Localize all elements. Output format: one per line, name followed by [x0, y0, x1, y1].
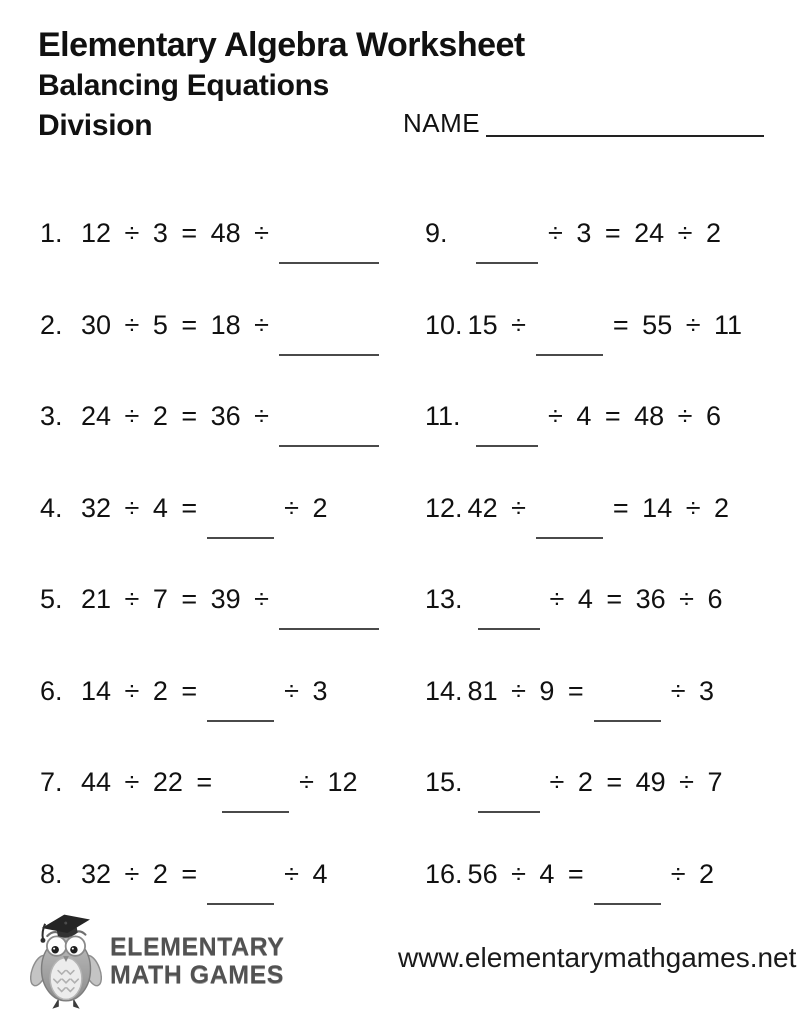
name-label: NAME	[403, 108, 481, 138]
answer-blank	[279, 628, 379, 630]
problem-row	[425, 676, 762, 768]
name-blank-line	[486, 135, 764, 137]
website-url: www.elementarymathgames.net	[398, 942, 797, 973]
problem-row	[40, 218, 425, 310]
equation-text-after: ÷ 2	[284, 492, 328, 523]
page-title: Elementary Algebra Worksheet	[38, 26, 525, 64]
equation-text-after: ÷ 3	[284, 675, 328, 706]
problem-number: 9.	[425, 218, 448, 248]
equation-text-before: 44 ÷ 22 =	[81, 767, 213, 797]
answer-blank	[476, 445, 538, 447]
answer-blank	[536, 354, 603, 356]
equation-text-after: ÷ 12	[299, 767, 358, 797]
problem-number: 12.	[425, 492, 463, 523]
answer-blank	[594, 720, 661, 722]
equation-text-before: 15 ÷	[467, 309, 526, 340]
problem-row	[425, 493, 762, 585]
problem-number: 14.	[425, 675, 463, 706]
logo-text	[110, 933, 284, 989]
problem-number: 4.	[40, 492, 63, 523]
logo	[30, 910, 284, 1011]
equation-text-after: ÷ 4 = 48 ÷ 6	[548, 401, 721, 431]
equation-text-after: ÷ 2	[670, 858, 715, 889]
answer-blank	[207, 720, 274, 722]
answer-blank	[476, 262, 538, 264]
problem-number: 8.	[40, 858, 63, 889]
equation-text-before: 30 ÷ 5 = 18 ÷	[81, 309, 269, 340]
owl-graduate-icon	[30, 910, 102, 1011]
problem-row	[425, 401, 762, 493]
problem-row	[40, 584, 425, 676]
equation-text-before: 32 ÷ 4 =	[81, 492, 198, 523]
problem-row	[425, 310, 762, 402]
problem-number: 16.	[425, 858, 463, 889]
page-subtitle: Balancing Equations	[38, 69, 330, 102]
problem-number: 6.	[40, 675, 63, 706]
answer-blank	[279, 262, 379, 264]
equation-text-before: 12 ÷ 3 = 48 ÷	[81, 218, 269, 248]
problem-row	[425, 859, 762, 951]
equation-text-before: 56 ÷ 4 =	[467, 858, 584, 889]
problem-row	[40, 493, 425, 585]
problem-row	[40, 401, 425, 493]
problem-number: 11.	[425, 401, 461, 431]
equation-text-before: 32 ÷ 2 =	[81, 858, 198, 889]
problem-row	[425, 767, 762, 859]
problem-row	[425, 218, 762, 310]
equation-text-after: = 14 ÷ 2	[612, 492, 730, 523]
answer-blank	[222, 811, 289, 813]
logo-text-line2: MATH GAMES	[110, 960, 284, 989]
name-field	[403, 108, 764, 139]
equation-text-before: 24 ÷ 2 = 36 ÷	[81, 401, 269, 431]
problem-row	[40, 676, 425, 768]
problem-row	[40, 767, 425, 859]
problem-number: 1.	[40, 218, 63, 248]
problem-row	[40, 310, 425, 402]
problem-number: 3.	[40, 401, 63, 431]
answer-blank	[207, 903, 274, 905]
problem-number: 2.	[40, 309, 63, 340]
equation-text-after: ÷ 3 = 24 ÷ 2	[548, 218, 721, 248]
equation-text-after: ÷ 4	[284, 858, 328, 889]
answer-blank	[478, 811, 540, 813]
equation-text-after: = 55 ÷ 11	[612, 309, 743, 340]
equation-text-before: 21 ÷ 7 = 39 ÷	[81, 584, 269, 614]
answer-blank	[536, 537, 603, 539]
equation-text-before: 42 ÷	[467, 492, 526, 523]
problem-number: 15.	[425, 767, 463, 797]
page-section: Division	[38, 109, 153, 142]
logo-text-line1: ELEMENTARY	[110, 932, 285, 961]
problem-number: 5.	[40, 584, 63, 614]
equation-text-after: ÷ 4 = 36 ÷ 6	[549, 584, 723, 614]
equation-text-before: 81 ÷ 9 =	[467, 675, 584, 706]
equation-text-before: 14 ÷ 2 =	[81, 675, 198, 706]
equation-text-after: ÷ 3	[670, 675, 715, 706]
problem-number: 10.	[425, 309, 463, 340]
problem-number: 7.	[40, 767, 63, 797]
equation-text-after: ÷ 2 = 49 ÷ 7	[549, 767, 723, 797]
problem-number: 13.	[425, 584, 463, 614]
answer-blank	[594, 903, 661, 905]
answer-blank	[478, 628, 540, 630]
problems-grid	[40, 218, 762, 950]
answer-blank	[207, 537, 274, 539]
problem-row	[425, 584, 762, 676]
answer-blank	[279, 354, 379, 356]
answer-blank	[279, 445, 379, 447]
